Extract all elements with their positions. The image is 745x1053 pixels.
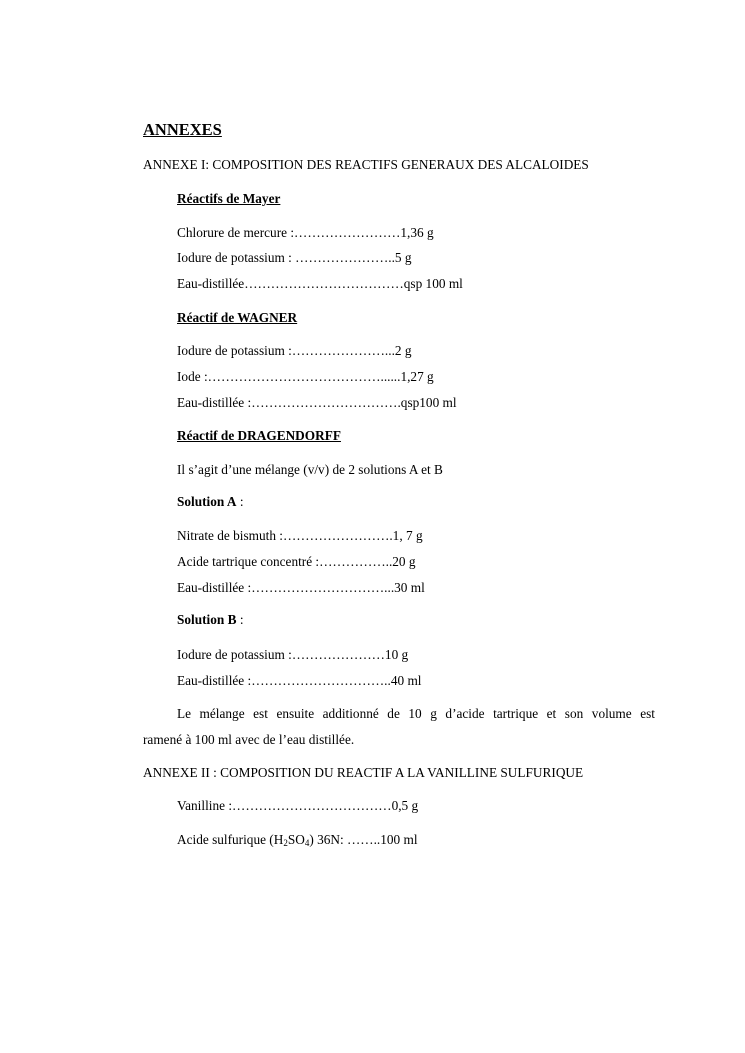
mayer-line-2: Iodure de potassium : …………………..5 g (177, 250, 412, 265)
solution-b-label: Solution B (177, 612, 237, 627)
solution-b-line-2: Eau-distillée :…………………………..40 ml (177, 673, 422, 688)
dragendorff-heading: Réactif de DRAGENDORFF (177, 428, 341, 443)
acid-sub-1: 2 (283, 838, 288, 848)
acid-line (177, 832, 418, 848)
mix-line-1: Le mélange est ensuite additionné de 10 g d’acide tartrique et son volume est (177, 706, 655, 721)
wagner-heading: Réactif de WAGNER (177, 310, 298, 325)
wagner-line-2: Iode :…………………………………......1,27 g (177, 369, 434, 384)
mayer-line-1: Chlorure de mercure :……………………1,36 g (177, 225, 434, 240)
solution-a-line-1: Nitrate de bismuth :…………………….1, 7 g (177, 528, 423, 543)
solution-a-suffix: : (236, 494, 244, 509)
mix-paragraph (143, 706, 655, 748)
solution-a-label: Solution A (177, 494, 237, 509)
acid-prefix: Acide sulfurique (H (177, 832, 284, 847)
vanilline-line: Vanilline :………………………………0,5 g (177, 798, 419, 813)
solution-b-line-1: Iodure de potassium :…………………10 g (177, 647, 409, 662)
acid-mid: SO (287, 832, 305, 847)
annex2-heading: ANNEXE II : COMPOSITION DU REACTIF A LA VANILLINE SULFURIQUE (143, 765, 584, 780)
mayer-line-3: Eau-distillée………………………………qsp 100 ml (177, 276, 463, 291)
solution-b-heading (177, 612, 244, 628)
solution-b-suffix: : (236, 612, 244, 627)
solution-a-heading (177, 494, 244, 510)
acid-suffix: ) 36N: ……..100 ml (309, 832, 418, 847)
acid-sub-2: 4 (304, 838, 310, 848)
dragendorff-intro: Il s’agit d’une mélange (v/v) de 2 solutions A et B (177, 462, 443, 477)
annexes-title: ANNEXES (143, 120, 222, 139)
mix-line-2: ramené à 100 ml avec de l’eau distillée. (143, 732, 355, 747)
solution-a-line-2: Acide tartrique concentré :……………..20 g (177, 554, 416, 569)
solution-a-line-3: Eau-distillée :…………………………...30 ml (177, 580, 425, 595)
wagner-line-3: Eau-distillée :…………………………….qsp100 ml (177, 395, 457, 410)
mayer-heading: Réactifs de Mayer (177, 191, 281, 206)
annex1-heading: ANNEXE I: COMPOSITION DES REACTIFS GENERAUX DES ALCALOIDES (143, 157, 589, 172)
wagner-line-1: Iodure de potassium :…………………...2 g (177, 343, 412, 358)
